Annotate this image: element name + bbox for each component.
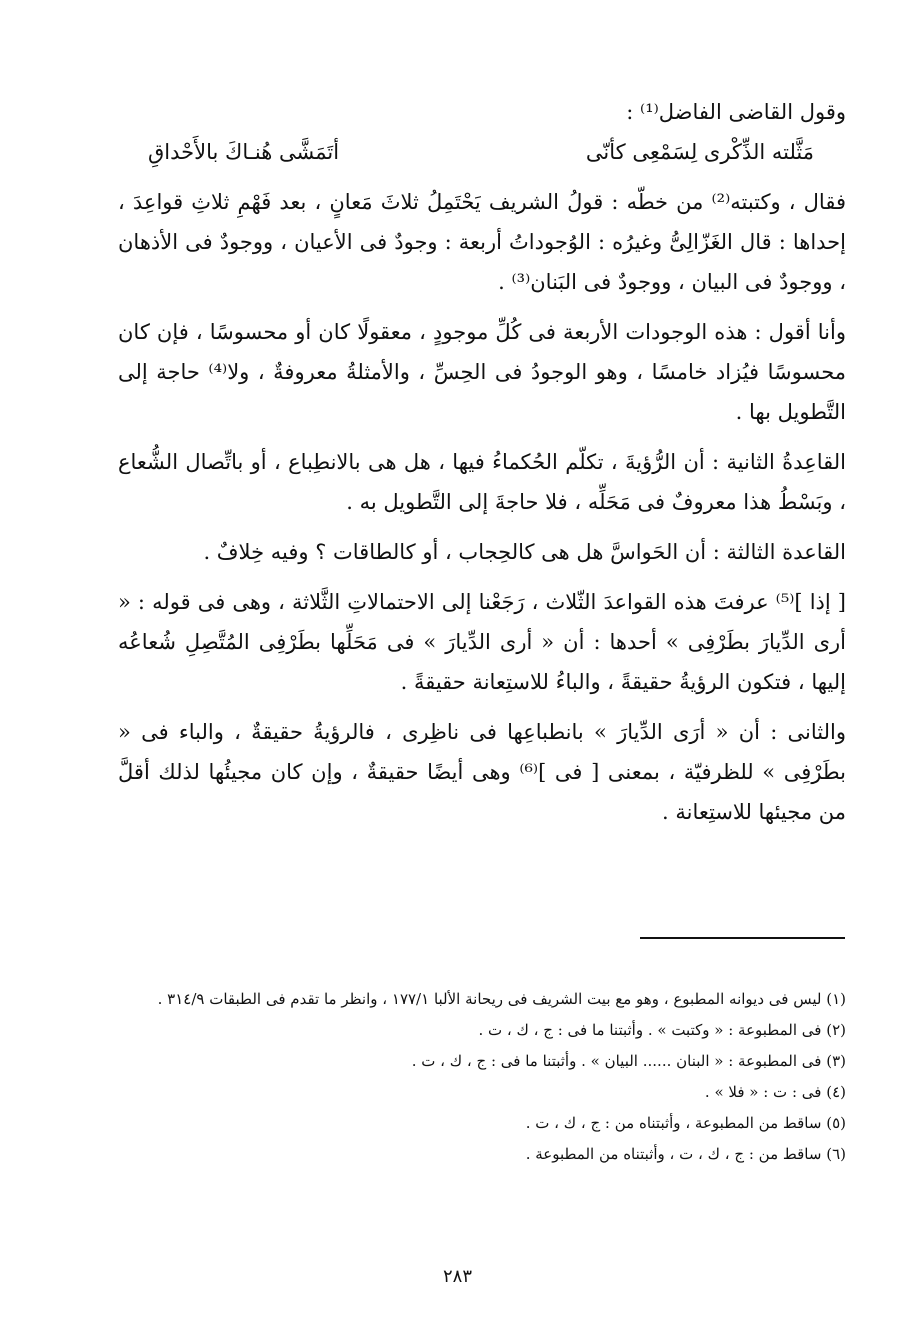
footnote: (٦) ساقط من : ج ، ك ، ت ، وأثبتناه من المطبوعة . bbox=[525, 1145, 846, 1163]
paragraph: فقال ، وكتبته⁽²⁾ من خطّه : قولُ الشريف يَحْتَمِلُ ثلاثَ مَعانٍ ، بعد فَهْمِ ثلاثِ قواعِدَ ، إحداها : قال الغَزّالِىُّ وغيرُه : الوُجوداتُ أربعة : وجودٌ فى الأعيان ، ووجودٌ فى الأذهان ، ووجودٌ فى البيان ، ووجودٌ فى البَنان⁽³⁾ . bbox=[118, 190, 846, 294]
footnote: (٤) فى : ت : « فلا » . bbox=[704, 1083, 846, 1101]
verse-second-hemistich: أتَمَشَّى هُنـاكَ بالأَحْداقِ bbox=[148, 140, 340, 164]
paragraph: والثانى : أن « أرَى الدِّيارَ » بانطباعِها فى ناظِرى ، فالرؤيةُ حقيقةٌ ، والباء فى « بطَرْفِى » للظرفيّة ، بمعنى [ فى ]⁽⁶⁾ وهى أيضًا حقيقةٌ ، وإن كان مجيئُها لذلك أقلَّ من مجيئها للاستِعانة . bbox=[118, 720, 846, 824]
footnotes bbox=[118, 986, 846, 1172]
footnote: (٢) فى المطبوعة : « وكتبت » . وأثبتنا ما فى : ج ، ك ، ت . bbox=[478, 1021, 846, 1039]
poetry-verse bbox=[118, 132, 846, 172]
footnote: (٣) فى المطبوعة : « البنان ...... البيان » . وأثبتنا ما فى : ج ، ك ، ت . bbox=[411, 1052, 846, 1070]
paragraph: القاعِدةُ الثانية : أن الرُّؤيةَ ، تكلّم الحُكماءُ فيها ، هل هى بالانطِباع ، أو باتِّصال الشُّعاع ، وبَسْطُ هذا معروفٌ فى مَحَلِّه ، فلا حاجةَ إلى التَّطويل به . bbox=[118, 450, 846, 514]
verse-introduction: وقول القاضى الفاضل⁽¹⁾ : bbox=[626, 100, 846, 124]
paragraph: [ إذا ]⁽⁵⁾ عرفتَ هذه القواعدَ الثّلاث ، رَجَعْنا إلى الاحتمالاتِ الثَّلاثة ، وهى فى قوله : « أرى الدِّيارَ بطَرْفِى » أحدها : أن « أرى الدِّيارَ » فى مَحَلِّها بطَرْفِى المُتَّصِلِ شُعاعُه إليها ، فتكون الرؤيةُ حقيقةً ، والباءُ للاستِعانة حقيقةً . bbox=[118, 590, 846, 694]
paragraph: وأنا أقول : هذه الوجودات الأربعة فى كُلِّ موجودٍ ، معقولًا كان أو محسوسًا ، فإن كان محسوسًا فيُزاد خامسًا ، وهو الوجودُ فى الحِسِّ ، والأمثلةُ معروفةٌ ، ولا⁽⁴⁾ حاجة إلى التَّطويل بها . bbox=[118, 320, 846, 424]
page-number: ٢٨٣ bbox=[442, 1266, 472, 1287]
footnote: (٥) ساقط من المطبوعة ، وأثبتناه من : ج ، ك ، ت . bbox=[525, 1114, 846, 1132]
footnote: (١) ليس فى ديوانه المطبوع ، وهو مع بيت الشريف فى ريحانة الألبا ١٧٧/١ ، وانظر ما تقدم فى الطبقات ٣١٤/٩ . bbox=[157, 990, 846, 1008]
verse-first-hemistich: مَثَّلته الذِّكْرى لِسَمْعِى كأنّى bbox=[585, 140, 814, 164]
paragraph: القاعدة الثالثة : أن الحَواسَّ هل هى كالحِجاب ، أو كالطاقات ؟ وفيه خِلافٌ . bbox=[203, 540, 846, 564]
main-text bbox=[118, 92, 846, 842]
footnote-separator bbox=[640, 937, 845, 939]
